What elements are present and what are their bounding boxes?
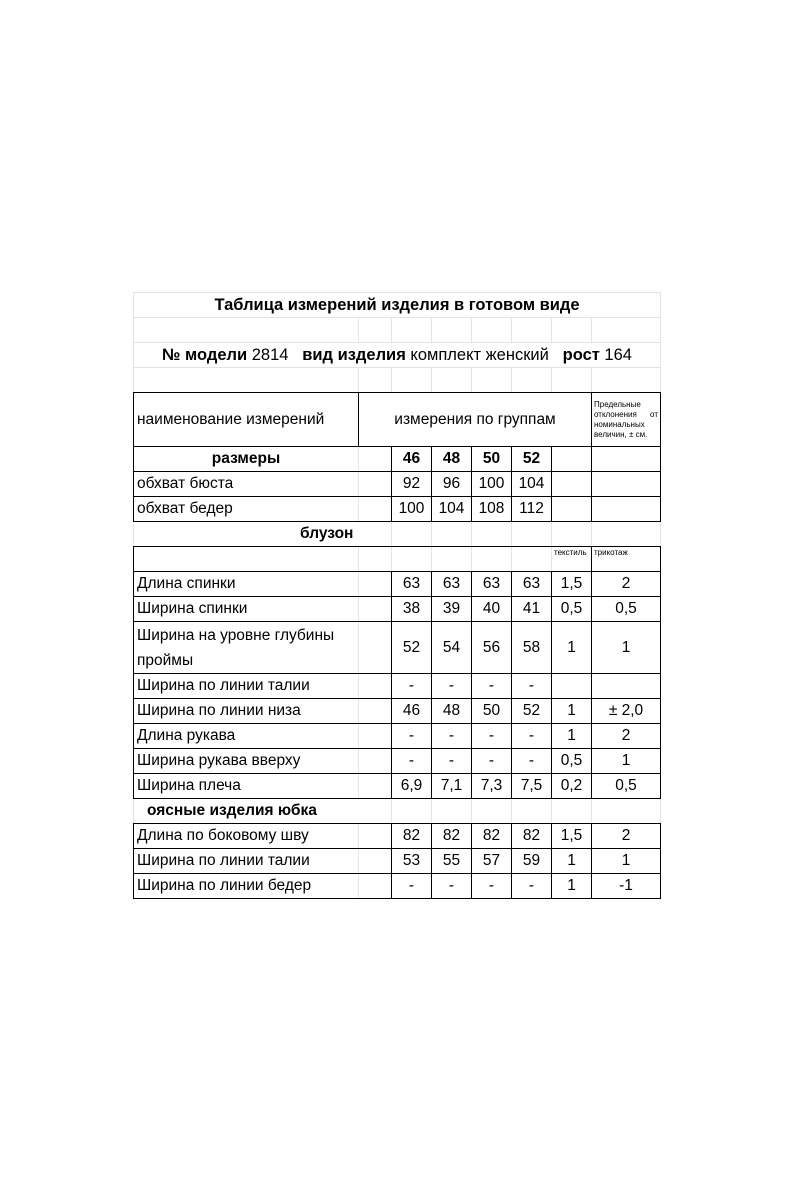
row-name: Длина спинки — [134, 572, 359, 597]
empty-cell — [512, 547, 552, 572]
empty-cell — [592, 318, 661, 343]
empty-cell — [472, 547, 512, 572]
section-row-skirt — [134, 799, 661, 824]
row-name: Ширина рукава вверху — [134, 749, 359, 774]
row-tol-knit: 1 — [592, 849, 661, 874]
empty-cell — [552, 318, 592, 343]
row-value: 7,3 — [472, 774, 512, 799]
empty-cell — [359, 318, 392, 343]
row-value: - — [472, 749, 512, 774]
table-row — [134, 724, 661, 749]
empty-cell — [552, 497, 592, 522]
row-name: Ширина по линии бедер — [134, 874, 359, 899]
row-value: 108 — [472, 497, 512, 522]
empty-cell — [359, 447, 392, 472]
size-50: 50 — [472, 447, 512, 472]
row-tol-knit: 0,5 — [592, 597, 661, 622]
row-value: - — [392, 749, 432, 774]
empty-cell — [592, 799, 661, 824]
empty-cell — [359, 572, 392, 597]
row-value: 52 — [512, 699, 552, 724]
empty-cell — [432, 368, 472, 393]
empty-cell — [472, 799, 512, 824]
empty-cell — [134, 318, 359, 343]
row-value: 41 — [512, 597, 552, 622]
title-row — [134, 293, 661, 318]
empty-cell — [392, 318, 432, 343]
row-value: 46 — [392, 699, 432, 724]
row-value: - — [512, 724, 552, 749]
row-value: - — [472, 874, 512, 899]
section-title-skirt: оясные изделия юбка — [134, 799, 392, 824]
row-value: 82 — [392, 824, 432, 849]
table-row — [134, 674, 661, 699]
empty-cell — [512, 368, 552, 393]
empty-cell — [432, 547, 472, 572]
row-tol-knit: ± 2,0 — [592, 699, 661, 724]
empty-cell — [592, 368, 661, 393]
empty-cell — [592, 472, 661, 497]
section-row-blouse — [134, 522, 661, 547]
table-row — [134, 774, 661, 799]
row-tol-textile: 0,5 — [552, 749, 592, 774]
empty-cell — [359, 368, 392, 393]
row-name: Ширина плеча — [134, 774, 359, 799]
size-48: 48 — [432, 447, 472, 472]
empty-cell — [552, 799, 592, 824]
tolerance-knit-label: трикотаж — [592, 547, 661, 572]
empty-cell — [359, 849, 392, 874]
spacer-row — [134, 368, 661, 393]
empty-cell — [512, 799, 552, 824]
row-value: 104 — [432, 497, 472, 522]
empty-cell — [432, 799, 472, 824]
row-value: 7,5 — [512, 774, 552, 799]
row-tol-knit: 1 — [592, 749, 661, 774]
empty-cell — [392, 799, 432, 824]
empty-cell — [392, 547, 432, 572]
row-tol-textile: 1,5 — [552, 824, 592, 849]
row-tol-knit — [592, 674, 661, 699]
empty-cell — [472, 368, 512, 393]
row-value: 6,9 — [392, 774, 432, 799]
table-row — [134, 874, 661, 899]
height-value: 164 — [604, 345, 632, 364]
empty-cell — [592, 497, 661, 522]
row-value: 63 — [512, 572, 552, 597]
row-tol-textile: 1 — [552, 849, 592, 874]
row-value: - — [392, 724, 432, 749]
empty-cell — [472, 318, 512, 343]
row-value: - — [512, 874, 552, 899]
empty-cell — [359, 472, 392, 497]
tolerance-subheader-row — [134, 547, 661, 572]
empty-cell — [359, 597, 392, 622]
row-value: 38 — [392, 597, 432, 622]
row-value: 55 — [432, 849, 472, 874]
row-value: - — [392, 674, 432, 699]
row-value: 40 — [472, 597, 512, 622]
row-name: Ширина по линии талии — [134, 849, 359, 874]
row-name: Ширина спинки — [134, 597, 359, 622]
row-tol-knit: 2 — [592, 572, 661, 597]
row-tol-textile: 0,2 — [552, 774, 592, 799]
table-row — [134, 572, 661, 597]
row-value: 112 — [512, 497, 552, 522]
row-tol-textile — [552, 674, 592, 699]
empty-cell — [512, 318, 552, 343]
row-value: 92 — [392, 472, 432, 497]
size-52: 52 — [512, 447, 552, 472]
row-tol-textile: 1 — [552, 724, 592, 749]
table-row — [134, 497, 661, 522]
tolerance-textile-label: текстиль — [552, 547, 592, 572]
row-value: 53 — [392, 849, 432, 874]
row-value: 82 — [432, 824, 472, 849]
row-value: 82 — [512, 824, 552, 849]
table-row — [134, 824, 661, 849]
row-value: 57 — [472, 849, 512, 874]
table-row — [134, 622, 661, 674]
row-tol-knit: -1 — [592, 874, 661, 899]
empty-cell — [552, 472, 592, 497]
row-value: - — [432, 674, 472, 699]
table-title: Таблица измерений изделия в готовом виде — [134, 293, 661, 318]
empty-cell — [359, 497, 392, 522]
empty-cell — [359, 874, 392, 899]
size-46: 46 — [392, 447, 432, 472]
row-name: обхват бюста — [134, 472, 359, 497]
row-value: 58 — [512, 622, 552, 674]
empty-cell — [392, 368, 432, 393]
empty-cell — [552, 447, 592, 472]
model-value: 2814 — [251, 345, 289, 364]
sizes-row — [134, 447, 661, 472]
empty-cell — [432, 522, 472, 547]
measurement-table — [133, 292, 661, 899]
empty-cell — [359, 622, 392, 674]
row-value: - — [432, 724, 472, 749]
row-tol-knit: 2 — [592, 824, 661, 849]
empty-cell — [432, 318, 472, 343]
empty-cell — [472, 522, 512, 547]
empty-cell — [359, 674, 392, 699]
sizes-label: размеры — [134, 447, 359, 472]
height-label: рост — [562, 345, 600, 364]
header-groups-col: измерения по группам — [359, 393, 592, 447]
model-line — [134, 343, 661, 368]
row-name: Ширина по линии низа — [134, 699, 359, 724]
row-value: 100 — [472, 472, 512, 497]
row-name: Длина рукава — [134, 724, 359, 749]
type-value: комплект женский — [410, 345, 549, 364]
type-label: вид изделия — [302, 345, 406, 364]
row-tol-textile: 1 — [552, 874, 592, 899]
model-label: № модели — [162, 345, 248, 364]
row-value: - — [432, 749, 472, 774]
row-value: 50 — [472, 699, 512, 724]
row-tol-knit: 1 — [592, 622, 661, 674]
row-value: - — [512, 674, 552, 699]
empty-cell — [134, 368, 359, 393]
row-tol-textile: 1,5 — [552, 572, 592, 597]
row-value: 104 — [512, 472, 552, 497]
spacer-row — [134, 318, 661, 343]
table-row — [134, 849, 661, 874]
empty-cell — [592, 522, 661, 547]
row-value: - — [392, 874, 432, 899]
row-tol-textile: 1 — [552, 622, 592, 674]
empty-cell — [359, 749, 392, 774]
table-row — [134, 749, 661, 774]
row-name: обхват бедер — [134, 497, 359, 522]
table-row — [134, 699, 661, 724]
empty-cell — [134, 547, 359, 572]
header-row — [134, 393, 661, 447]
row-name: Ширина по линии талии — [134, 674, 359, 699]
row-value: 54 — [432, 622, 472, 674]
row-name: Длина по боковому шву — [134, 824, 359, 849]
row-tol-knit: 2 — [592, 724, 661, 749]
section-title-blouse: блузон — [134, 522, 392, 547]
row-tol-textile: 1 — [552, 699, 592, 724]
row-name: Ширина на уровне глубины проймы — [134, 622, 359, 674]
row-value: 63 — [392, 572, 432, 597]
empty-cell — [392, 522, 432, 547]
empty-cell — [359, 699, 392, 724]
empty-cell — [359, 547, 392, 572]
row-tol-knit: 0,5 — [592, 774, 661, 799]
row-tol-textile: 0,5 — [552, 597, 592, 622]
model-row — [134, 343, 661, 368]
row-value: 100 — [392, 497, 432, 522]
empty-cell — [552, 522, 592, 547]
empty-cell — [359, 724, 392, 749]
row-value: 63 — [432, 572, 472, 597]
row-value: 96 — [432, 472, 472, 497]
row-value: 82 — [472, 824, 512, 849]
row-value: 48 — [432, 699, 472, 724]
row-value: 56 — [472, 622, 512, 674]
row-value: - — [472, 674, 512, 699]
row-value: - — [472, 724, 512, 749]
empty-cell — [552, 368, 592, 393]
empty-cell — [592, 447, 661, 472]
empty-cell — [359, 774, 392, 799]
row-value: 39 — [432, 597, 472, 622]
empty-cell — [512, 522, 552, 547]
row-value: - — [512, 749, 552, 774]
header-tolerance-col: Предельные отклонения от номинальных величин, ± см. — [592, 393, 661, 447]
row-value: - — [432, 874, 472, 899]
table-row — [134, 597, 661, 622]
row-value: 59 — [512, 849, 552, 874]
row-value: 52 — [392, 622, 432, 674]
row-value: 63 — [472, 572, 512, 597]
header-name-col: наименование измерений — [134, 393, 359, 447]
table-row — [134, 472, 661, 497]
row-value: 7,1 — [432, 774, 472, 799]
empty-cell — [359, 824, 392, 849]
